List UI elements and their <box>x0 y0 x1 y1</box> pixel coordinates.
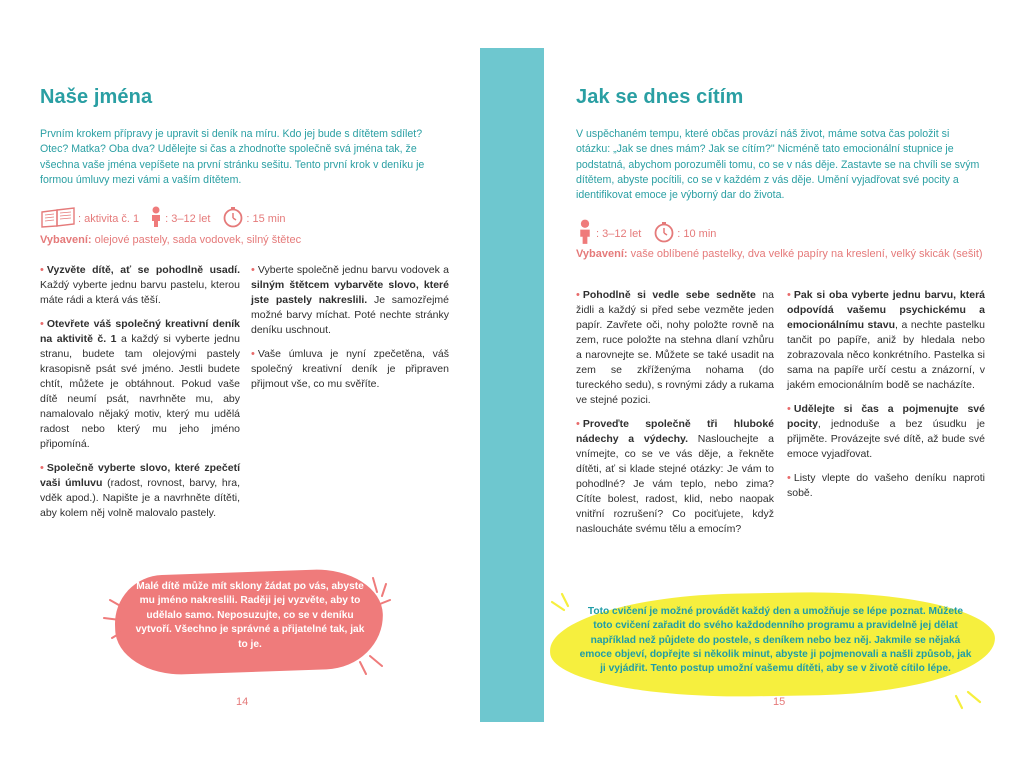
bullet-icon: • <box>40 264 44 276</box>
instruction-text: Každý vyberte jednu barvu pastelu, kterou máte rádi a která vás těší. <box>40 279 240 306</box>
right-equipment <box>576 246 991 262</box>
left-page-intro: Prvním krokem přípravy je upravit si deník na míru. Kdo jej bude s dítětem sdílet? Otec? Matka? Oba dva? Udělejte si čas a zhodnoťte společně svá jména tak, že všechna vaše jména vepíšete na první stránku sešitu. Tento první krok v deníku je formou úmluvy mezi vámi a vaším dítětem. <box>40 128 425 186</box>
instruction-text: , jednoduše a bez úsudku je přijměte. Provázejte své dítě, až bude své emoce vyjadřovat. <box>787 418 985 460</box>
instruction-text: na židli a každý si před sebe vezměte jeden papír. Zavřete oči, nohy položte rovně na zem, ruce položte na stehna dlaní vzhůru a narovnejte se. Můžete se také usadit na zem se zkříženýma nohama (do tureckého sedu), s rovnými zády a rukama ve stejné pozici. <box>576 289 774 406</box>
time-label: : 15 min <box>246 212 286 225</box>
age-label: : 3–12 let <box>596 227 642 240</box>
book-spine <box>480 48 544 722</box>
instruction-bold: silným štětcem vybarvěte slovo, které jste pastely nakreslili. <box>251 279 449 306</box>
bullet-icon: • <box>576 289 580 301</box>
age-label: : 3–12 let <box>165 212 211 225</box>
equipment-text: vaše oblíbené pastelky, dva velké papíry na kreslení, velký skicák (sešit) <box>630 248 983 260</box>
right-activity-row <box>576 219 716 248</box>
instruction-bold: Udělejte si čas a pojmenujte své pocity <box>787 403 985 430</box>
left-column-1 <box>40 263 240 530</box>
left-equipment <box>40 232 452 248</box>
instruction-text: (radost, rovnost, barvy, hra, vděk apod.). Napište je a navrhněte dítěti, aby kolem něj volně malovalo pastely. <box>40 477 240 519</box>
equipment-label: Vybavení: <box>40 234 92 246</box>
instruction-text: , a nechte pastelku tančit po papíře, aniž by hledala nebo zobrazovala něco konkrétního. Pastelka si sama na papíře určí cestu a znázorní, v jakém emocionálním bodě se nacházíte. <box>787 319 985 391</box>
equipment-label: Vybavení: <box>576 248 628 260</box>
right-page-title: Jak se dnes cítím <box>576 86 744 108</box>
instruction-bold: Otevřete váš společný kreativní deník na aktivitě č. 1 <box>40 318 240 345</box>
equipment-text: olejové pastely, sada vodovek, silný štětec <box>94 234 302 246</box>
instruction-bold: Společně vyberte slovo, které zpečetí vaši úmluvu <box>40 462 240 489</box>
bullet-icon: • <box>40 462 44 474</box>
stopwatch-icon <box>653 221 675 246</box>
instruction-bold: Pak si oba vyberte jednu barvu, která odpovídá vašemu psychickému a emocionálnímu stavu <box>787 289 985 331</box>
instruction-bold: Vyzvěte dítě, ať se pohodlně usadí. <box>46 264 240 276</box>
right-page-intro: V uspěchaném tempu, které občas provází náš život, máme sotva čas položit si otázku: „Jak se dnes mám? Jak se cítím?" Nicméně tato emocionální stupnice je podstatná, abychom porozuměli tomu, co se v nás děje. Zastavte se na chvíli se svým dítětem, abyste pocítili, co se v každém z vás děje. Umění vyjadřovat své pocity a identifikovat emoce je výborný dar do života. <box>576 128 980 202</box>
time-label: : 10 min <box>677 227 717 240</box>
instruction-text: Listy vlepte do vašeho deníku naproti sobě. <box>787 472 985 499</box>
bullet-icon: • <box>787 403 791 415</box>
tip-text-pink: Malé dítě může mít sklony žádat po vás, abyste mu jméno nakreslili. Raději jej vyzvěte, aby to udělalo samo. Neposuzujte, co se v deníku vytvoří. Všechno je správné a přijatelné tak, jak to je. <box>135 581 365 650</box>
bullet-icon: • <box>787 289 791 301</box>
instruction-text: a každý si vyberte jednu stranu, budete tam olejovými pastely krasopisně psát své jméno. Jestli budete chtít, můžete je obtáhnout. Pokud vaše dítě neumí psát, navrhněte mu, aby namalovalo nějaký motiv, který mu udělá radost nebo který mu jeho jméno připomíná. <box>40 333 240 450</box>
activity-label: : aktivita č. 1 <box>78 212 140 225</box>
left-column-2 <box>251 263 449 401</box>
instruction-bold: Pohodlně si vedle sebe sedněte <box>582 289 756 301</box>
bullet-icon: • <box>251 348 255 360</box>
page-number-right: 15 <box>773 696 786 708</box>
left-page-title: Naše jména <box>40 86 153 108</box>
tip-text-yellow: Toto cvičení je možné provádět každý den a umožňuje se lépe poznat. Můžete toto cvičení zařadit do svého každodenního programu a pravidelně jej dělat například než půjdete do postele, s deníkem nebo bez něj. Jakmile se nějaká emoce objeví, dopřejte si několik minut, abyste ji pojmenovali a našli způsob, jak ji vyjádřit. Tento postup umožní vašemu dítěti, aby se v životě cítilo lépe. <box>579 606 972 675</box>
bullet-icon: • <box>251 264 255 276</box>
left-activity-row <box>40 206 286 231</box>
instruction-text: Vaše úmluva je nyní zpečetěna, váš společný kreativní deník je připraven přijmout vše, co mu svěříte. <box>251 348 449 390</box>
page-number-left: 14 <box>236 696 249 708</box>
instruction-bold: Proveďte společně tři hluboké nádechy a výdechy. <box>576 418 774 445</box>
right-column-1 <box>576 288 774 546</box>
child-icon <box>576 219 594 248</box>
bullet-icon: • <box>40 318 44 330</box>
instruction-text: Vyberte společně jednu barvu vodovek a <box>257 264 449 276</box>
stopwatch-icon <box>222 206 244 231</box>
bullet-icon: • <box>576 418 580 430</box>
instruction-text: Je samozřejmé možné barvy míchat. Poté nechte stránky deníku uschnout. <box>251 294 449 336</box>
bullet-icon: • <box>787 472 791 484</box>
child-icon <box>149 206 163 231</box>
right-column-2 <box>787 288 985 510</box>
book-icon <box>40 206 76 231</box>
instruction-text: Naslouchejte a vnímejte, co se ve vás děje, a řekněte dítěti, ať si klade stejné otázky: Je vám to pohodlné? Je vám teplo, nebo zima? Cítíte bolest, radost, klid, nebo naopak vnitřní rozrušení? Co pociťujete, když nasloucháte svému tělu a emocím? <box>576 433 775 535</box>
